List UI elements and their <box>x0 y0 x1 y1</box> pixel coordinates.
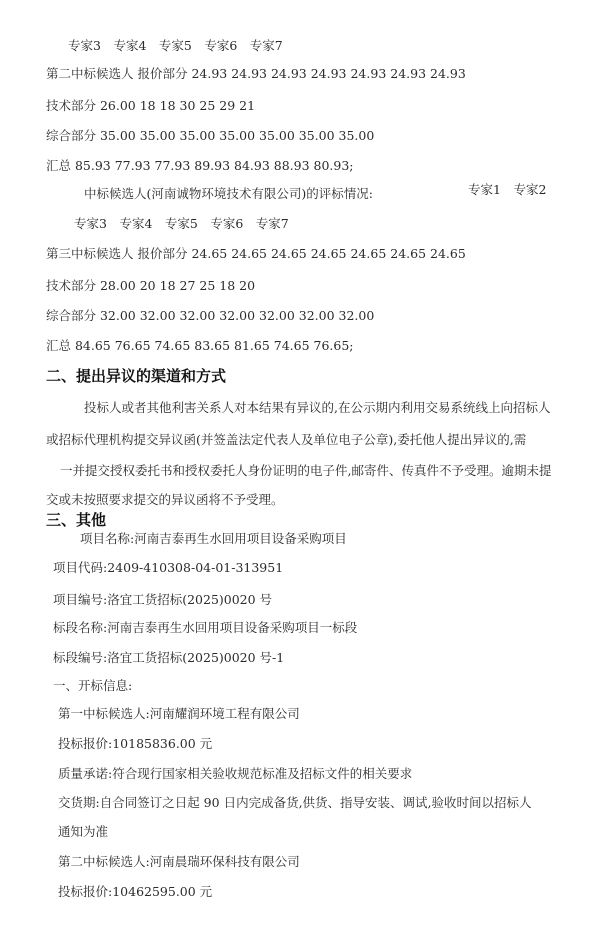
first-candidate-name: 第一中标候选人:河南耀润环境工程有限公司 <box>58 706 300 721</box>
first-candidate-price: 投标报价:10185836.00 元 <box>58 736 213 751</box>
second-candidate-price-row: 第二中标候选人 报价部分 24.93 24.93 24.93 24.93 24.93 24.93 24.93 <box>46 66 466 81</box>
second-candidate-total-row: 汇总 85.93 77.93 77.93 89.93 84.93 88.93 80.93; <box>46 158 354 173</box>
objection-section-heading: 二、提出异议的渠道和方式 <box>46 367 227 385</box>
expert-header-right: 专家1 专家2 <box>468 182 547 197</box>
objection-paragraph-line-1: 投标人或者其他利害关系人对本结果有异议的,在公示期内利用交易系统线上向招标人 <box>84 400 551 415</box>
delivery-period-line-1: 交货期:自合同签订之日起 90 日内完成备货,供货、指导安装、调试,验收时间以招标人 <box>58 795 532 810</box>
other-section-heading: 三、其他 <box>46 511 107 529</box>
third-candidate-intro: 中标候选人(河南诚物环境技术有限公司)的评标情况: <box>84 186 373 201</box>
second-candidate-overall-row: 综合部分 35.00 35.00 35.00 35.00 35.00 35.00 35.00 <box>46 128 375 143</box>
expert-header-row-3: 专家3 专家4 专家5 专家6 专家7 <box>74 216 289 231</box>
objection-paragraph-line-4: 交或未按照要求提交的异议函将不予受理。 <box>46 492 284 507</box>
third-candidate-total-row: 汇总 84.65 76.65 74.65 83.65 81.65 74.65 76.65; <box>46 338 354 353</box>
quality-commitment: 质量承诺:符合现行国家相关验收规范标准及招标文件的相关要求 <box>58 766 413 781</box>
lot-number: 标段编号:洛宜工货招标(2025)0020 号-1 <box>53 650 285 665</box>
second-candidate-price: 投标报价:10462595.00 元 <box>58 884 213 899</box>
project-number: 项目编号:洛宜工货招标(2025)0020 号 <box>53 592 273 607</box>
bid-opening-heading: 一、开标信息: <box>53 678 133 693</box>
third-candidate-price-row: 第三中标候选人 报价部分 24.65 24.65 24.65 24.65 24.65 24.65 24.65 <box>46 246 466 261</box>
second-candidate-tech-row: 技术部分 26.00 18 18 30 25 29 21 <box>46 98 256 113</box>
objection-paragraph-line-3: 一并提交授权委托书和授权委托人身份证明的电子件,邮寄件、传真件不予受理。逾期未提 <box>60 463 552 478</box>
delivery-period-line-2: 通知为准 <box>58 824 109 839</box>
lot-name: 标段名称:河南吉泰再生水回用项目设备采购项目一标段 <box>53 620 358 635</box>
third-candidate-tech-row: 技术部分 28.00 20 18 27 25 18 20 <box>46 278 256 293</box>
project-code: 项目代码:2409-410308-04-01-313951 <box>53 560 284 575</box>
third-candidate-overall-row: 综合部分 32.00 32.00 32.00 32.00 32.00 32.00 32.00 <box>46 308 375 323</box>
second-candidate-name: 第二中标候选人:河南晨瑞环保科技有限公司 <box>58 854 300 869</box>
project-name: 项目名称:河南吉泰再生水回用项目设备采购项目 <box>80 531 347 546</box>
objection-paragraph-line-2: 或招标代理机构提交异议函(并签盖法定代表人及单位电子公章),委托他人提出异议的,需 <box>46 432 527 447</box>
expert-header-row-2: 专家3 专家4 专家5 专家6 专家7 <box>68 38 283 53</box>
